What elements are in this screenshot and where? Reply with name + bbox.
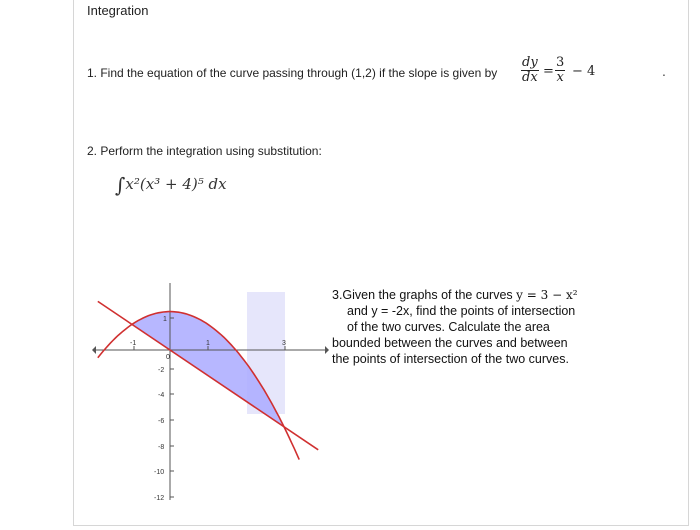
integrand: x²(x³ + 4)⁵ dx	[125, 175, 227, 193]
x-tick-0: 0	[166, 354, 170, 361]
x-tick-3: 3	[282, 340, 286, 347]
x-tick-1: 1	[206, 340, 210, 347]
x-axis-arrow-right-icon	[325, 346, 329, 354]
q3-line3: of the two curves. Calculate the area	[347, 320, 550, 334]
dy-numerator: dy	[522, 55, 538, 70]
x-tick-neg1: -1	[130, 340, 137, 347]
three-numerator: 3	[556, 55, 565, 70]
question-3-block	[332, 287, 632, 367]
y-tick-neg10: -10	[154, 469, 165, 476]
question-2-text: 2. Perform the integration using substitution:	[87, 144, 322, 158]
curve1-equation: y = 3 − x²	[516, 288, 578, 302]
q3-line1: 3.Given the graphs of the curves	[332, 288, 513, 302]
dx-denominator: dx	[522, 70, 538, 85]
question-1-text: 1. Find the equation of the curve passing through (1,2) if the slope is given by	[87, 66, 498, 80]
q3-line4: bounded between the curves and between	[332, 336, 568, 350]
y-tick-neg6: -6	[158, 418, 165, 425]
minus-four: − 4	[572, 64, 596, 79]
y-tick-1: 1	[163, 316, 167, 323]
y-tick-neg4: -4	[158, 392, 165, 399]
equals-sign: =	[543, 64, 554, 79]
integral-sign-icon: ∫	[115, 173, 126, 197]
q3-line2: and y = -2x, find the points of intersection	[347, 304, 576, 318]
x-denominator: x	[556, 70, 564, 85]
y-tick-neg8: -8	[158, 444, 165, 451]
x-axis-arrow-icon	[92, 346, 96, 354]
y-tick-neg2: -2	[158, 367, 165, 374]
page-title: Integration	[87, 3, 149, 18]
q3-line5: the points of intersection of the two curves.	[332, 352, 569, 366]
stray-mark: .	[662, 63, 666, 79]
y-tick-neg12: -12	[154, 495, 165, 502]
